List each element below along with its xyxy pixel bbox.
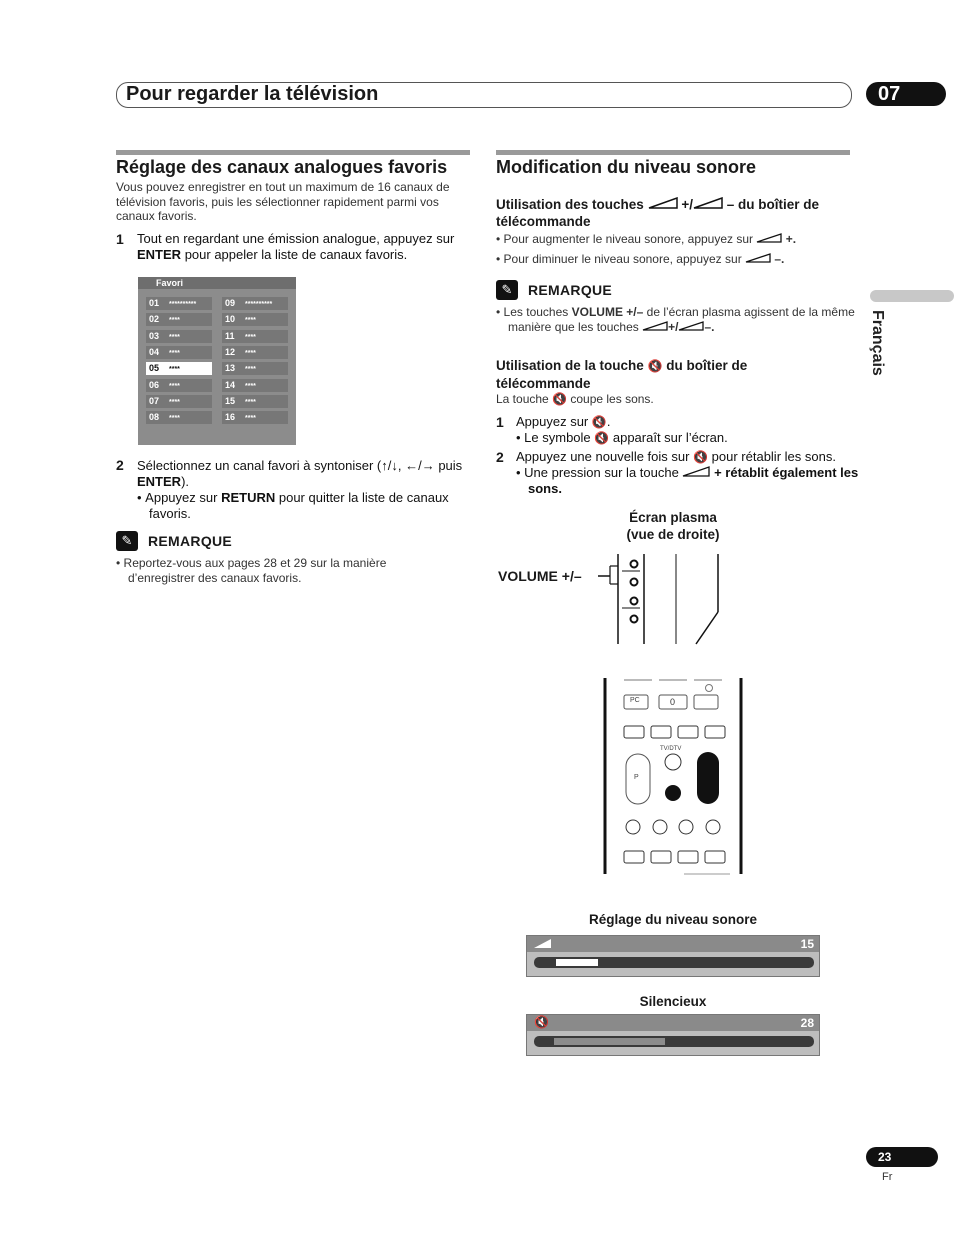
channel-number: 06 — [149, 379, 160, 390]
favori-channel-row[interactable] — [146, 411, 212, 424]
channel-name: **** — [169, 333, 180, 341]
channel-number: 04 — [149, 346, 160, 357]
mute-icon: 🔇 — [693, 450, 709, 464]
remote-tvdtv-label: TV/DTV — [660, 746, 682, 752]
volume-icon — [642, 321, 668, 331]
favori-channel-row[interactable] — [222, 411, 288, 424]
favori-channel-row[interactable] — [146, 346, 212, 359]
volume-icon — [678, 321, 704, 331]
channel-name: **** — [245, 415, 256, 423]
mute-value: 28 — [800, 1016, 814, 1030]
sub1-heading: Utilisation des touches +/ – du boîtier de télécommande — [496, 197, 819, 229]
favori-channel-row[interactable] — [222, 395, 288, 408]
volume-icon — [756, 233, 782, 243]
remark-text: • Les touches VOLUME +/– de l’écran plasma agissent de la même manière que les touches +/ –. — [496, 305, 855, 334]
favori-channel-row[interactable] — [146, 395, 212, 408]
volume-label: VOLUME +/– — [498, 568, 582, 584]
volume-level-bar — [556, 959, 598, 966]
mute-icon: 🔇 — [591, 415, 607, 429]
favori-channel-row[interactable] — [222, 297, 288, 310]
mute-icon: 🔇 — [534, 1015, 549, 1029]
volume-osd — [526, 935, 820, 977]
channel-number: 05 — [149, 363, 160, 374]
channel-name: **** — [245, 349, 256, 357]
remark-icon: ✎ — [116, 531, 138, 551]
section-rule — [116, 150, 470, 155]
mute-level-bar — [554, 1038, 665, 1045]
favori-channel-row[interactable] — [222, 313, 288, 326]
channel-name: **** — [169, 366, 180, 374]
sub2-description: La touche 🔇 coupe les sons. — [496, 392, 654, 406]
favori-channel-row[interactable] — [146, 379, 212, 392]
channel-number: 09 — [225, 298, 236, 308]
remark-label: REMARQUE — [528, 282, 613, 298]
channel-number: 15 — [225, 395, 236, 406]
step2-bullet: • Appuyez sur RETURN pour quitter la liste de canaux favoris. — [137, 490, 449, 521]
left-intro: Vous pouvez enregistrer en tout un maximum de 16 canaux de télévision favoris, puis les sélectionner rapidement parmi vos canaux favoris. — [116, 180, 450, 223]
channel-number: 03 — [149, 330, 160, 341]
page-number: 23 — [866, 1147, 938, 1167]
remote-p-label: P — [634, 774, 639, 781]
channel-number: 13 — [225, 363, 236, 374]
side-tab — [870, 290, 954, 302]
channel-name: **** — [169, 317, 180, 325]
mute-step1-text: Appuyez sur 🔇. — [516, 414, 611, 429]
volume-osd-caption: Réglage du niveau sonore — [588, 912, 758, 927]
channel-name: **** — [245, 317, 256, 325]
channel-name: **** — [169, 382, 180, 390]
channel-number: 12 — [225, 346, 236, 357]
step1-number: 1 — [116, 231, 124, 247]
channel-name: ********** — [245, 301, 273, 308]
favori-list-osd — [138, 277, 296, 445]
section-rule — [496, 150, 850, 155]
volume-icon — [693, 197, 723, 209]
channel-name: **** — [245, 333, 256, 341]
channel-name: ********** — [169, 301, 197, 308]
step2-number: 2 — [116, 457, 124, 473]
remote-pc-label: PC — [630, 697, 640, 704]
channel-number: 08 — [149, 412, 160, 423]
favori-channel-row[interactable] — [146, 297, 212, 310]
favori-channel-row[interactable] — [222, 379, 288, 392]
step1-text: Tout en regardant une émission analogue, appuyez sur ENTER pour appeler la liste de canaux favoris. — [137, 231, 455, 262]
mute-icon: 🔇 — [647, 359, 663, 373]
channel-name: **** — [169, 415, 180, 423]
volume-icon — [745, 253, 771, 263]
mute-track — [534, 1036, 814, 1047]
channel-name: **** — [245, 366, 256, 374]
favori-channel-row[interactable] — [146, 330, 212, 343]
volume-icon — [682, 466, 710, 477]
right-heading: Modification du niveau sonore — [496, 157, 757, 177]
channel-name: **** — [169, 349, 180, 357]
mute-osd — [526, 1014, 820, 1056]
bullet-increase: • Pour augmenter le niveau sonore, appuyez sur +. — [496, 232, 797, 246]
language-label: Français — [869, 310, 886, 376]
favori-channel-row[interactable] — [222, 362, 288, 375]
remark-icon: ✎ — [496, 280, 518, 300]
plasma-caption: Écran plasma (vue de droite) — [626, 510, 720, 542]
favori-channel-row[interactable] — [146, 362, 212, 375]
mute-step2-text: Appuyez une nouvelle fois sur 🔇 pour rétablir les sons. — [516, 449, 836, 464]
remark-text: • Reportez-vous aux pages 28 et 29 sur la manière d’enregistrer des canaux favoris. — [116, 556, 387, 585]
favori-channel-row[interactable] — [222, 346, 288, 359]
volume-icon — [648, 197, 678, 209]
favori-channel-row[interactable] — [222, 330, 288, 343]
channel-number: 14 — [225, 379, 236, 390]
mute-icon: 🔇 — [552, 392, 568, 406]
volume-track — [534, 957, 814, 968]
mute-step1-bullet: • Le symbole 🔇 apparaît sur l’écran. — [516, 430, 728, 445]
remark-label: REMARQUE — [148, 533, 233, 549]
volume-icon — [534, 939, 551, 948]
page-title: Pour regarder la télévision — [126, 83, 379, 105]
mute-step1-number: 1 — [496, 414, 504, 430]
page-language: Fr — [882, 1171, 893, 1183]
plasma-side-diagram — [596, 552, 726, 646]
mute-step2-number: 2 — [496, 449, 504, 465]
chapter-number: 07 — [866, 82, 946, 106]
channel-name: **** — [245, 398, 256, 406]
volume-value: 15 — [800, 937, 814, 951]
channel-name: **** — [245, 382, 256, 390]
osd-title: Favori — [138, 277, 296, 289]
mute-step2-bullet: • Une pression sur la touche + rétablit également les sons. — [516, 465, 859, 496]
channel-name: **** — [169, 398, 180, 406]
sub2-heading: Utilisation de la touche 🔇 du boîtier de télécommande — [496, 358, 748, 391]
channel-number: 16 — [225, 412, 236, 423]
left-heading: Réglage des canaux analogues favoris — [116, 157, 448, 177]
channel-number: 10 — [225, 314, 236, 325]
mute-symbol-icon: 🔇 — [594, 431, 610, 445]
step2-text: Sélectionnez un canal favori à syntoniser (↑/↓, ←/→ puis ENTER). — [137, 458, 463, 489]
remote-zero-label: 0 — [670, 697, 676, 707]
channel-number: 07 — [149, 395, 160, 406]
mute-osd-caption: Silencieux — [639, 994, 707, 1009]
channel-number: 01 — [149, 298, 160, 308]
favori-channel-row[interactable] — [146, 313, 212, 326]
channel-number: 02 — [149, 314, 160, 325]
bullet-decrease: • Pour diminuer le niveau sonore, appuyez sur –. — [496, 252, 785, 266]
channel-number: 11 — [225, 330, 235, 341]
